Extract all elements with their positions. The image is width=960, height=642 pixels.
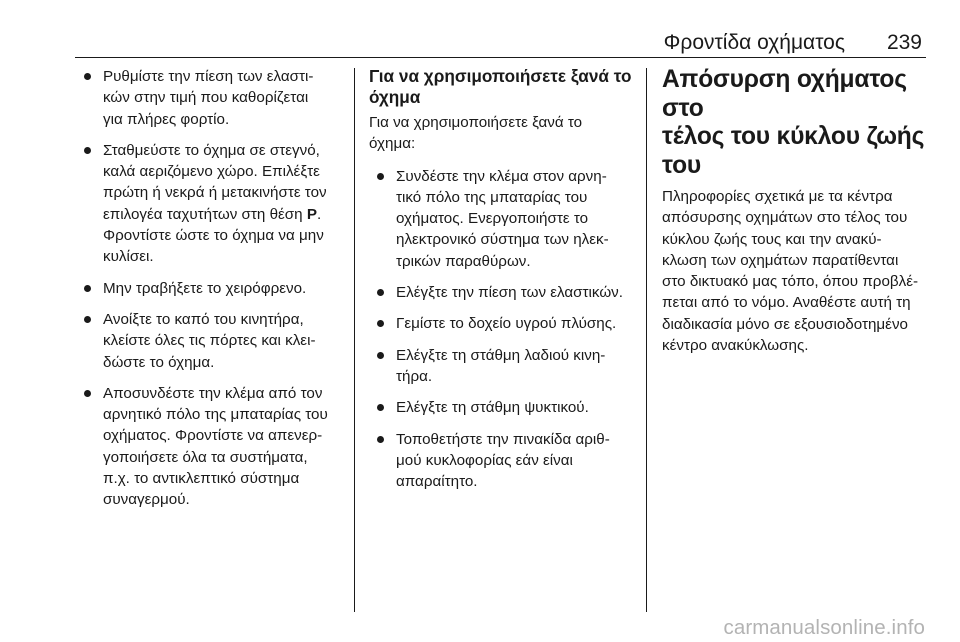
- list-item: Ανοίξτε το καπό του κινητήρα, κλείστε όλες τις πόρτες και κλει- δώστε το όχημα.: [82, 309, 344, 373]
- bullet-icon: [84, 285, 91, 292]
- list-item: Συνδέστε την κλέμα στον αρνη- τικό πόλο της μπαταρίας του οχήματος. Ενεργοποιήστε το ηλεκτρονικό σύστημα των ηλεκ- τρικών παραθύρων.: [374, 166, 633, 272]
- bullet-icon: [377, 352, 384, 359]
- section-title: Φροντίδα οχήματος: [663, 31, 845, 54]
- bullet-icon: [84, 316, 91, 323]
- list-item: Μην τραβήξετε το χειρόφρενο.: [82, 278, 344, 299]
- page-header: [0, 30, 960, 56]
- column-2: [369, 66, 633, 502]
- bullet-icon: [377, 436, 384, 443]
- list-item: Γεμίστε το δοχείο υγρού πλύσης.: [374, 313, 633, 334]
- page-number: 239: [886, 31, 922, 54]
- section-heading: Απόσυρση οχήματος στο τέλος του κύκλου ζωής του: [662, 66, 925, 179]
- intro-paragraph: Για να χρησιμοποιήσετε ξανά το όχημα:: [369, 114, 583, 153]
- list-item: Ελέγξτε τη στάθμη λαδιού κινη- τήρα.: [374, 345, 633, 388]
- column-divider-1: [354, 68, 355, 612]
- list-item: Σταθμεύστε το όχημα σε στεγνό, καλά αεριζόμενο χώρο. Επιλέξτε πρώτη ή νεκρά ή μετακινήστε τον επιλογέα ταχυτήτων στη θέση P. Φροντίστε ώστε το όχημα να μην κυλίσει.: [82, 140, 344, 268]
- bullet-icon: [84, 147, 91, 154]
- column-1: [82, 66, 344, 521]
- bullet-icon: [84, 73, 91, 80]
- bullet-icon: [377, 173, 384, 180]
- header-rule: [75, 57, 926, 58]
- column-divider-2: [646, 68, 647, 612]
- list-item: Αποσυνδέστε την κλέμα από τον αρνητικό πόλο της μπαταρίας του οχήματος. Φροντίστε να απενερ- γοποιήσετε όλα τα συστήματα, π.χ. το αντικλεπτικό σύστημα συναγερμού.: [82, 383, 344, 511]
- reuse-steps-list: [369, 166, 633, 493]
- bullet-icon: [84, 390, 91, 397]
- bullet-icon: [377, 289, 384, 296]
- bullet-icon: [377, 320, 384, 327]
- gear-position-p: P: [306, 205, 317, 223]
- recycling-paragraph: Πληροφορίες σχετικά με τα κέντρα απόσυρσης οχημάτων στο τέλος του κύκλου ζωής τους και την ανακύ- κλωση των οχημάτων παρατίθενται στο δικτυακό μας τόπο, όπου προβλέ- πεται από το νόμο. Αναθέστε αυτή τη διαδικασία μόνο σε εξουσιοδοτημένο κέντρο ανακύκλωσης.: [662, 188, 919, 355]
- watermark: carmanualsonline.info: [723, 616, 925, 639]
- section-heading: Για να χρησιμοποιήσετε ξανά το όχημα: [369, 66, 632, 107]
- list-item: Ρυθμίστε την πίεση των ελαστι- κών στην τιμή που καθορίζεται για πλήρες φορτίο.: [82, 66, 344, 130]
- column-3: [662, 66, 928, 367]
- list-item: Τοποθετήστε την πινακίδα αριθ- μού κυκλοφορίας εάν είναι απαραίτητο.: [374, 429, 633, 493]
- storage-steps-list: [82, 66, 344, 511]
- list-item: Ελέγξτε την πίεση των ελαστικών.: [374, 282, 633, 303]
- bullet-icon: [377, 404, 384, 411]
- list-item: Ελέγξτε τη στάθμη ψυκτικού.: [374, 397, 633, 418]
